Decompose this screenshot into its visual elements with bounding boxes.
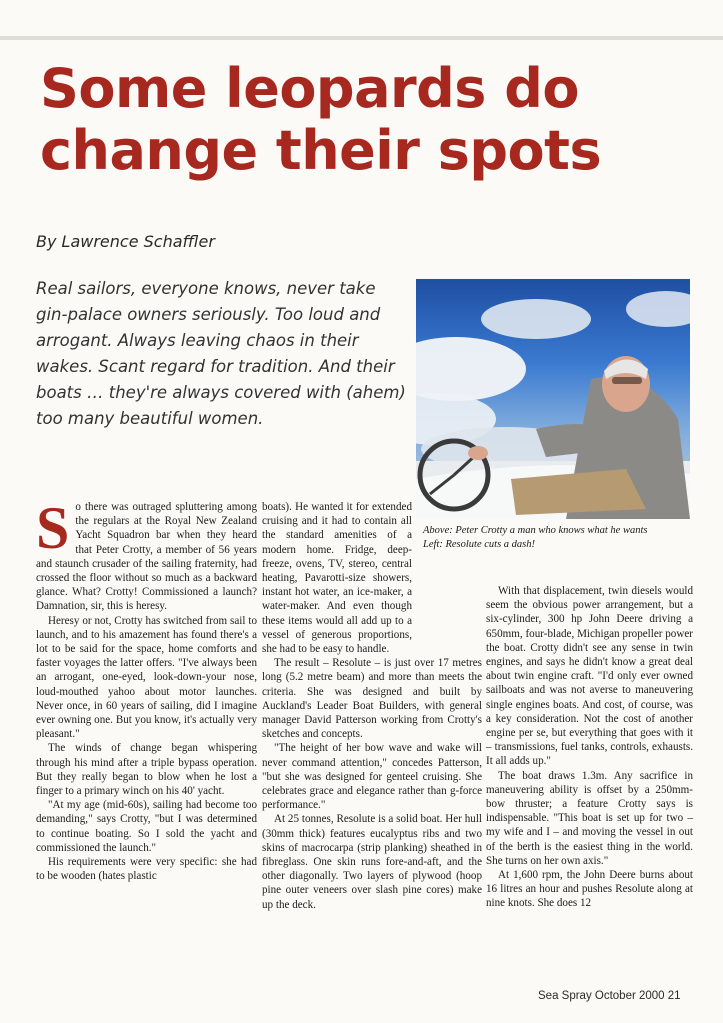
article-title bbox=[40, 58, 700, 182]
page-edge bbox=[0, 36, 723, 40]
paragraph: boats). He wanted it for extended cruising and it had to contain all the standard amenities of a modern home. Fridge, deep-freeze, ovens, TV, stereo, central heating, Pavarotti-size showers, instant hot water, an ice-maker, a water-maker. And even though these items would all add up to a vessel of generous proportions, she had to be easy to handle. bbox=[262, 501, 412, 656]
paragraph: At 25 tonnes, Resolute is a solid boat. Her hull (30mm thick) features eucalyptus ribs and two skins of macrocarpa (strip planking) sheathed in fibreglass. One skin runs fore-and-aft, and the other diagonally. Two layers of plywood (hoop pine outer veneers over slash pine cores) make up the deck. bbox=[262, 813, 482, 911]
paragraph: "At my age (mid-60s), sailing had become too demanding," says Crotty, "but I was determined to continue boating. So I sold the yacht and commissioned the launch." bbox=[36, 799, 257, 854]
title-line-2: change their spots bbox=[40, 119, 602, 182]
photo-peter-crotty bbox=[416, 279, 690, 519]
column-3 bbox=[486, 584, 693, 911]
caption-above: Above: Peter Crotty a man who knows what he wants bbox=[423, 525, 648, 536]
column-1 bbox=[36, 495, 257, 883]
paragraph: His requirements were very specific: she had to be wooden (hates plastic bbox=[36, 856, 257, 883]
paragraph: o there was outraged spluttering among the regulars at the Royal New Zealand Yacht Squadron bar when they heard that Peter Crotty, a member of 56 years and staunch crusader of the sailing fraternity, had crossed the floor without so much as a backward glance. What? Crotty! Commissioned a launch? Damnation, sir, this is heresy. bbox=[36, 501, 257, 613]
intro-standfirst: Real sailors, everyone knows, never take gin-palace owners seriously. Too loud and arrogant. Always leaving chaos in their wakes. Scant regard for tradition. And their boats … they're always covered with (ahem) too many beautiful women. bbox=[36, 279, 406, 428]
page-footer: Sea Spray October 2000 21 bbox=[538, 990, 681, 1002]
column-2 bbox=[262, 500, 482, 912]
photo-illustration bbox=[416, 279, 690, 519]
paragraph: The result – Resolute – is just over 17 metres long (5.2 metre beam) and more than meets the criteria. She was designed and built by Auckland's Leader Boat Builders, with general manager David Patterson working from Crotty's sketches and concepts. bbox=[262, 657, 482, 741]
paragraph: The winds of change began whispering through his mind after a triple bypass operation. But they really began to blow when he lost a finger to a primary winch on his 40' yacht. bbox=[36, 742, 257, 798]
caption-left: Left: Resolute cuts a dash! bbox=[423, 539, 535, 550]
title-line-1: Some leopards do bbox=[40, 57, 579, 120]
paragraph: Heresy or not, Crotty has switched from sail to launch, and to his amazement has found there's a lot to be said for the space, home comforts and faster voyages the latter offers. "I've always been an arrogant, one-eyed, look-down-your nose, loud-mouthed yahoo about motor launches. Never once, in 60 years of sailing, did I imagine ever owning one. But you know, it's actually very pleasant." bbox=[36, 614, 257, 741]
drop-cap: S bbox=[36, 495, 70, 561]
paragraph: With that displacement, twin diesels would seem the obvious power arrangement, but a six-cylinder, 300 hp John Deere driving a 650mm, four-blade, Michigan propeller power the boat. Crotty didn't see any sense in twin engines, and says he didn't know a great deal about twin engine craft. "I'd only ever owned sailboats and was not averse to maneuvering single engines boats. And cost, of course, was a key consideration. Not the cost of another engine per se, but everything that goes with it – transmissions, fuel tanks, controls, exhausts. It all adds up." bbox=[486, 585, 693, 768]
byline: By Lawrence Schaffler bbox=[36, 232, 215, 251]
paragraph: The boat draws 1.3m. Any sacrifice in maneuvering ability is offset by a 250mm-bow thruster; a feature Crotty says is indispensable. "This boat is set up for two – my wife and I – and moving the vessel in out of the berth is the easiest thing in the world. She turns on her own axis." bbox=[486, 769, 693, 867]
paragraph: At 1,600 rpm, the John Deere burns about 16 litres an hour and pushes Resolute along at nine knots. She does 12 bbox=[486, 869, 693, 910]
paragraph: "The height of her bow wave and wake will never command attention," concedes Patterson, "but she was designed for genteel cruising. She celebrates grace and elegance rather than g-force performance." bbox=[262, 742, 482, 812]
